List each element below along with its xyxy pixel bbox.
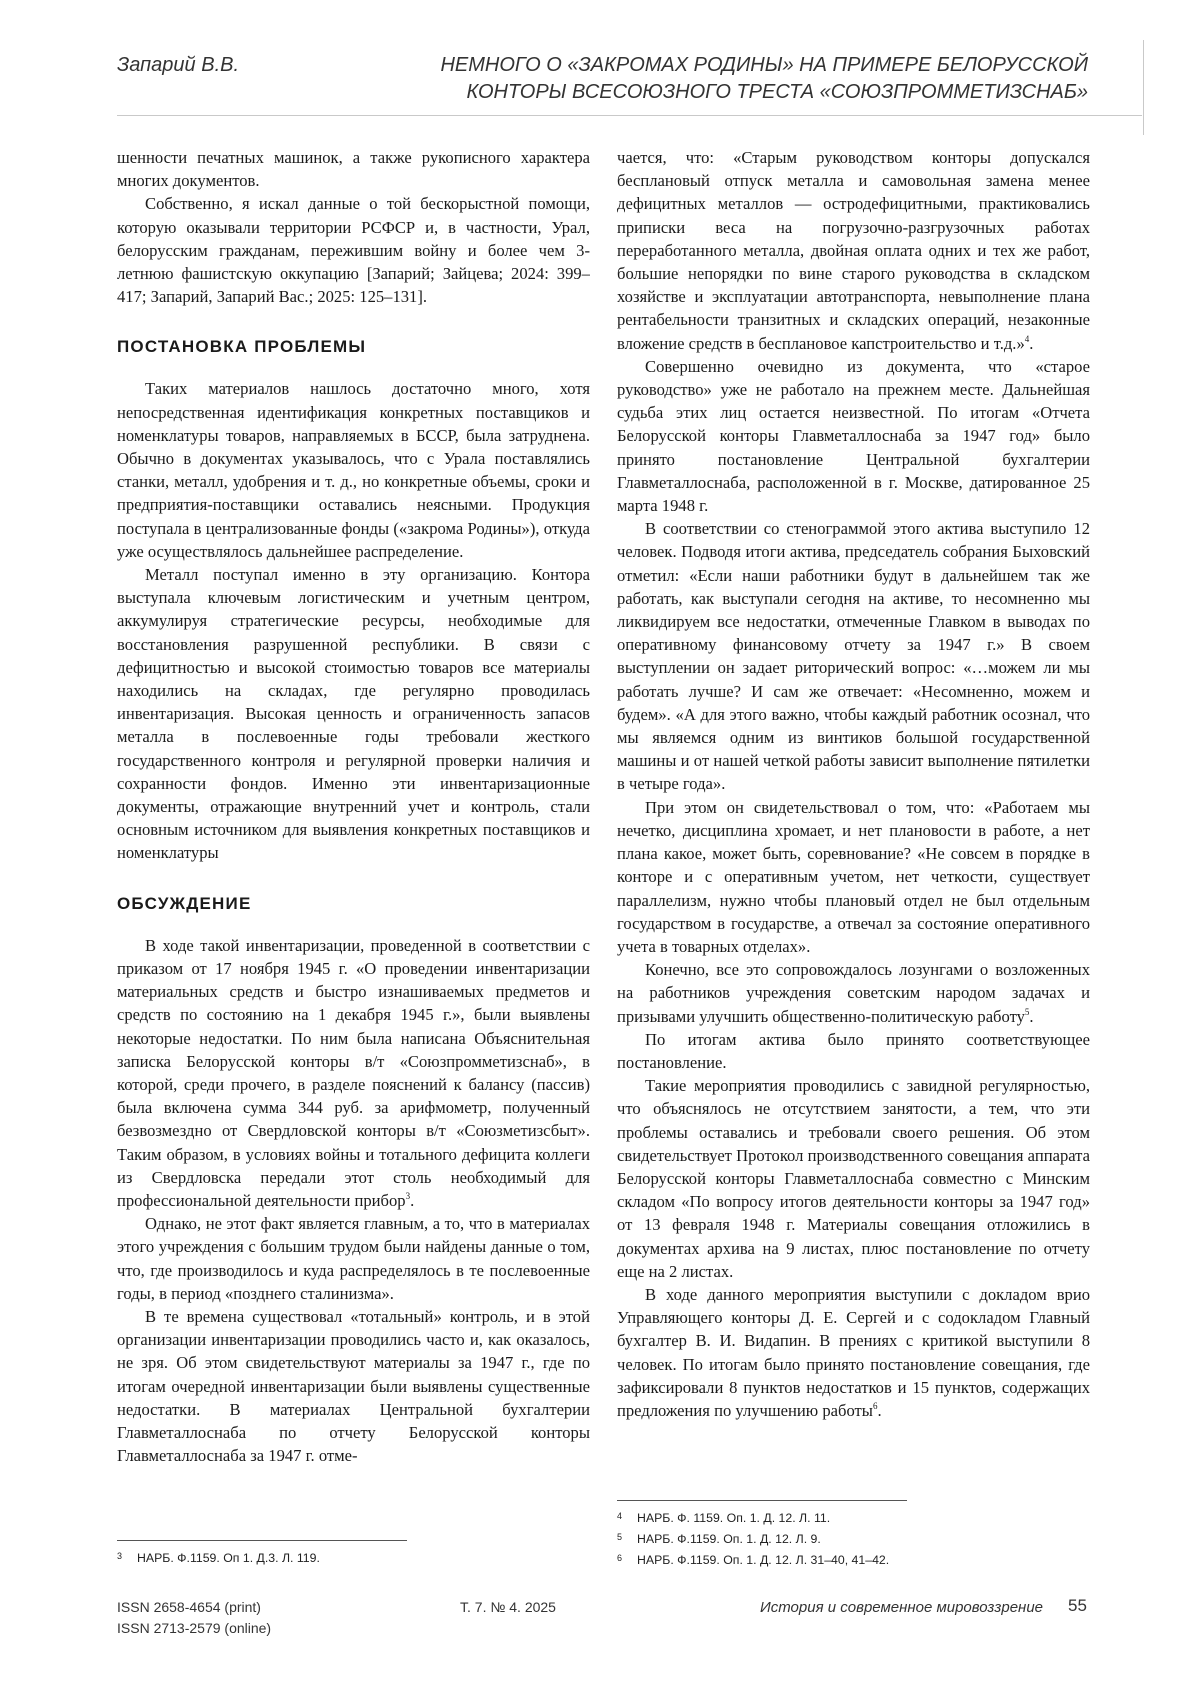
footnote bbox=[617, 1528, 907, 1549]
paragraph-text: чается, что: «Старым руководством конторы допускался бесплановый отпуск металла и самовольная замена менее дефицитных металлов — остродефицитными, практиковались приписки веса на погрузочно-разгрузочных работах переработанного металла, двойная оплата одних и тех же работ, большие непорядки по вине старого руководства в складском хозяйстве и эксплуатации автотранспорта, невыполнение плана рентабельности транзитных и складских операций, незаконные вложение средств в бесплановое капстроительство и т.д.» bbox=[617, 148, 1090, 353]
running-head-title bbox=[388, 52, 1088, 106]
paragraph-end: . bbox=[1029, 333, 1034, 353]
paragraph: Металл поступал именно в эту организацию. Контора выступала ключевым логистическим и учетным центром, аккумулируя стратегические ресурсы, необходимые для восстановления разрушенной республики. В связи с дефицитностью и высокой стоимостью товаров все материалы находились на складах, где регулярно проводилась инвентаризация. Высокая ценность и ограниченность запасов металла в послевоенные годы требовали жесткого государственного контроля и регулярной проверки наличия и сохранности фондов. Именно эти инвентаризационные документы, отражающие внутренний учет и контроль, стали основным источником для выявления конкретных поставщиков и номенклатуры bbox=[117, 565, 590, 863]
paragraph: шенности печатных машинок, а также рукописного характера многих документов. bbox=[117, 148, 590, 191]
paragraph-end: . bbox=[410, 1190, 415, 1210]
paragraph: В те времена существовал «тотальный» контроль, и в этой организации инвентаризации проводились часто и, как оказалось, не зря. Об этом свидетельствуют материалы за 1947 г., где по итогам очередной инвентаризации были выявлены существенные недостатки. В материалах Центральной бухгалтерии Главметаллоснаба по отчету Белорусской конторы Главметаллоснаба за 1947 г. отме- bbox=[117, 1306, 590, 1466]
footnote-number: 5 bbox=[617, 1532, 623, 1542]
paragraph-text: В ходе данного мероприятия выступили с докладом врио Управляющего конторы Д. Е. Сергей и с содокладом Главный бухгалтер В. И. Видапин. В прениях с критикой выступили 8 человек. По итогам было принято постановление совещания, где зафиксировали 8 пунктов недостатков и 15 пунктов, содержащих предложения по улучшению работы bbox=[617, 1284, 1090, 1420]
footnote-text: НАРБ. Ф.1159. Оп 1. Д.3. Л. 119. bbox=[137, 1551, 320, 1565]
footnote-ref[interactable]: 4 bbox=[1024, 333, 1030, 344]
section-heading-problem: ПОСТАНОВКА ПРОБЛЕМЫ bbox=[117, 337, 367, 357]
paragraph-text: В ходе такой инвентаризации, проведенной в соответствии с приказом от 17 ноября 1945 г. «О проведении инвентаризации материальных средств и быстро изнашиваемых предметов и средств по состоянию на 1 декабря 1945 г.», были выявлены некоторые недостатки. По ним была написана Объяснительная записка Белорусской конторы в/т «Союзпромметизснаб», в которой, среди прочего, в разделе пояснений к балансу (пассив) была включена сумма 344 руб. за арифмометр, полученный безвозмездно от Свердловской конторы в/т «Союзметизсбыт». Таким образом, в условиях войны и тотального дефицита коллеги из Свердловска передали этот столь необходимый для профессиональной деятельности прибор bbox=[117, 935, 590, 1210]
paragraph: Собственно, я искал данные о той бескорыстной помощи, которую оказывали территории РСФСР и, в частности, Урал, белорусским гражданам, пережившим войну и более чем 3-летнюю фашистскую оккупацию [Запарий; Зайцева; 2024: 399–417; Запарий, Запарий Вас.; 2025: 125–131]. bbox=[117, 194, 590, 307]
footer-issn bbox=[117, 1597, 271, 1639]
page-number: 55 bbox=[1068, 1596, 1087, 1615]
footnote-number: 6 bbox=[617, 1553, 623, 1563]
footer-journal-title: История и современное мировоззрение bbox=[760, 1599, 1044, 1616]
issn-print: ISSN 2658-4654 (print) bbox=[117, 1599, 261, 1615]
footnote-ref[interactable]: 3 bbox=[405, 1190, 411, 1201]
right-column bbox=[617, 146, 1090, 1531]
running-head-title-line-1: НЕМНОГО О «ЗАКРОМАХ РОДИНЫ» НА ПРИМЕРЕ БЕЛОРУССКОЙ bbox=[440, 54, 1088, 76]
footnotes-left bbox=[117, 1540, 407, 1568]
paragraph: Таких материалов нашлось достаточно много, хотя непосредственная идентификация конкретных поставщиков и номенклатуры товаров, направляемых в БССР, была затруднена. Обычно в документах указывалось, что с Урала поставлялись станки, металл, удобрения и т. д., но конкретные объемы, сроки и предприятия-поставщики оставались неясными. Продукция поступала в централизованные фонды («закрома Родины»), откуда уже осуществлялось дальнейшее распределение. bbox=[117, 379, 590, 561]
footnote bbox=[617, 1549, 907, 1570]
header-vertical-rule bbox=[1143, 40, 1144, 135]
running-head-author: Запарий В.В. bbox=[117, 54, 240, 76]
header-rule bbox=[117, 115, 1142, 116]
footnote bbox=[617, 1507, 907, 1528]
section-heading-discussion: ОБСУЖДЕНИЕ bbox=[117, 893, 252, 913]
left-column bbox=[117, 146, 590, 1531]
paragraph bbox=[617, 1283, 1090, 1422]
footnote-text: НАРБ. Ф. 1159. Оп. 1. Д. 12. Л. 11. bbox=[637, 1511, 831, 1525]
footnotes-right bbox=[617, 1500, 907, 1570]
paragraph bbox=[117, 934, 590, 1212]
footnote-number: 4 bbox=[617, 1511, 623, 1521]
paragraph bbox=[617, 146, 1090, 355]
paragraph: Такие мероприятия проводились с завидной регулярностью, что объяснялось не отсутствием занятости, а тем, что эти проблемы оставались и требовали своего решения. Об этом свидетельствует Протокол производственного совещания аппарата Белорусской конторы Главметаллоснаба совместно с Минским складом «По вопросу итогов деятельности конторы за 1947 год» от 13 февраля 1948 г. Материалы совещания отложились в документах архива на 9 листах, плюс постановление по отчету еще на 2 листах. bbox=[617, 1076, 1090, 1281]
footnote bbox=[117, 1547, 407, 1568]
footnote-number: 3 bbox=[117, 1551, 123, 1561]
paragraph: Однако, не этот факт является главным, а то, что в материалах этого учреждения с большим трудом были найдены данные о том, что, где производилось и куда распределялось в те послевоенные годы, в период «позднего сталинизма». bbox=[117, 1214, 590, 1303]
footer-volume: Т. 7. № 4. 2025 bbox=[460, 1599, 556, 1615]
paragraph: При этом он свидетельствовал о том, что: «Работаем мы нечетко, дисциплина хромает, и нет плановости в работе, а нет плана какое, может быть, соревнование? «Не совсем в порядке в конторе и с оперативным учетом, нет четкости, существует параллелизм, нужно чтобы плановый отдел не был отдельным государством в государстве, а отвечал за состояние оперативного учета в товарных отделах». bbox=[617, 797, 1090, 956]
paragraph bbox=[617, 958, 1090, 1028]
paragraph-end: . bbox=[1029, 1006, 1034, 1026]
paragraph: В соответствии со стенограммой этого актива выступило 12 человек. Подводя итоги актива, председатель собрания Быховский отметил: «Если наши работники будут в дальнейшем так же работать, как выступали сегодня на активе, то несомненно мы ликвидируем все недостатки, отмеченные Главком в выводах по оперативному финансовому отчету за 1947 г.» В своем выступлении он задает риторический вопрос: «…можем ли мы работать лучше? И сам же отвечает: «Несомненно, можем и будем». «А для этого важно, чтобы каждый работник осознал, что мы являемся одним из винтиков большой государственной машины и от нашей четкой работы зависит выполнение пятилетки в четыре года». bbox=[617, 519, 1090, 794]
running-head-title-line-2: КОНТОРЫ ВСЕСОЮЗНОГО ТРЕСТА «СОЮЗПРОММЕТИЗСНАБ» bbox=[466, 81, 1088, 103]
footnote-rule bbox=[617, 1500, 907, 1501]
footnote-ref[interactable]: 5 bbox=[1024, 1006, 1030, 1017]
issn-online: ISSN 2713-2579 (online) bbox=[117, 1620, 272, 1636]
paragraph-text: Конечно, все это сопровождалось лозунгами о возложенных на работников учреждения советским народом задачах и призывами улучшить общественно-политическую работу bbox=[617, 960, 1090, 1026]
footnote-ref[interactable]: 6 bbox=[872, 1400, 878, 1411]
footnote-text: НАРБ. Ф.1159. Оп. 1. Д. 12. Л. 9. bbox=[637, 1532, 821, 1546]
footnote-text: НАРБ. Ф.1159. Оп. 1. Д. 12. Л. 31–40, 41–42. bbox=[637, 1553, 890, 1567]
paragraph: По итогам актива было принято соответствующее постановление. bbox=[617, 1029, 1090, 1072]
paragraph-end: . bbox=[877, 1400, 882, 1420]
paragraph: Совершенно очевидно из документа, что «старое руководство» уже не работало на прежнем месте. Дальнейшая судьба этих лиц остается неизвестной. По итогам «Отчета Белорусской конторы Главметаллоснаба за 1947 год» было принято постановление Центральной бухгалтерии Главметаллоснаба, расположенной в г. Москве, датированное 25 марта 1948 г. bbox=[617, 356, 1090, 516]
footnote-rule bbox=[117, 1540, 407, 1541]
